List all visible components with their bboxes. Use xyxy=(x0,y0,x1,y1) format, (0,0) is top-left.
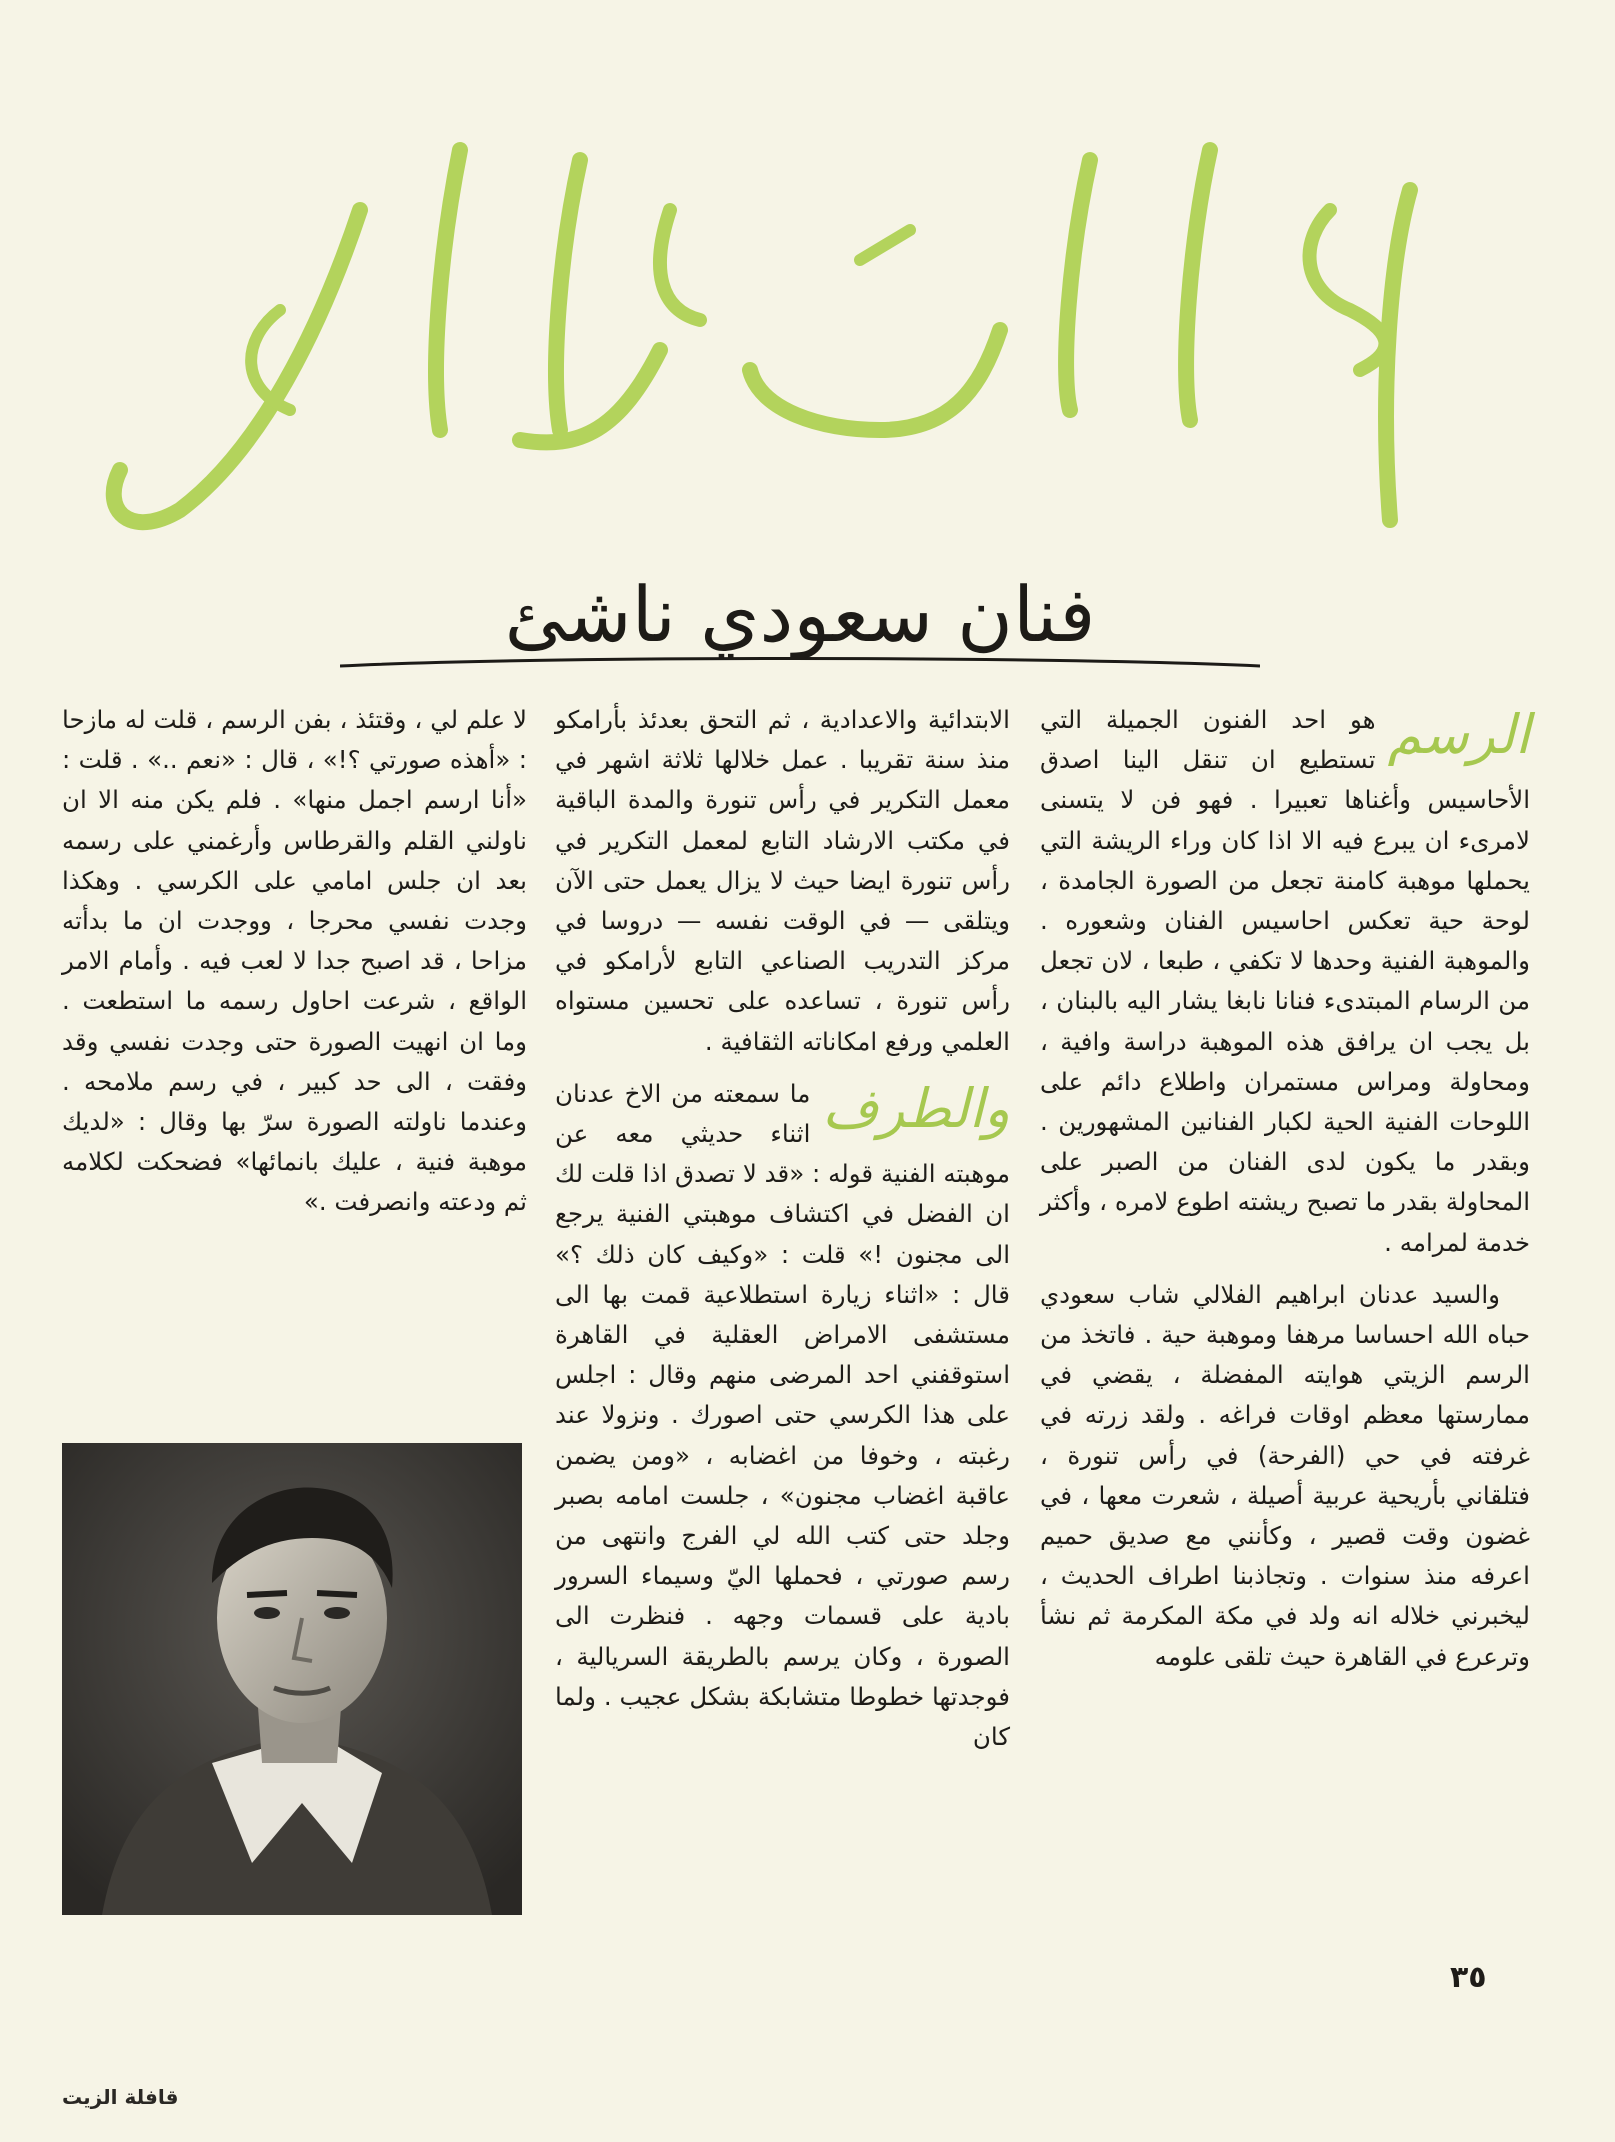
article-paragraph: والسيد عدنان ابراهيم الفلالي شاب سعودي حباه الله احساسا مرهفا وموهبة حية . فاتخذ من الرسم الزيتي هوايته المفضلة ، يقضي في ممارستها معظم اوقات فراغه . ولقد زرته في غرفته في حي (الفرحة) في رأس تنورة ، فتلقاني بأريحية عربية أصيلة ، شعرت معها ، في غضون وقت قصير ، وكأنني مع صديق حميم اعرفه منذ سنوات . وتجاذبنا اطراف الحديث ، ليخبرني خلاله انه ولد في مكة المكرمة ثم نشأ وترعرع في القاهرة حيث تلقى علومه xyxy=(1040,1279,1530,1671)
article-subtitle: فنان سعودي ناشئ xyxy=(504,570,1096,659)
portrait-photo-icon xyxy=(62,1443,522,1915)
paragraph-text: هو احد الفنون الجميلة التي تستطيع ان تنقل الينا اصدق الأحاسيس وأغناها تعبيرا . فهو فن لا يتسنى لامرىء ان يبرع فيه الا اذا كان وراء الريشة التي يحملها موهبة كامنة تجعل من الصورة الجامدة ، لوحة حية تعكس احاسيس الفنان وشعوره . والموهبة الفنية وحدها لا تكفي ، طبعا ، لان تجعل من الرسام المبتدىء فنانا نابغا يشار اليه بالبنان ، بل يجب ان يرافق هذه الموهبة دراسة وافية ، ومحاولة ومراس مستمران واطلاع دائم على اللوحات الفنية الحية لكبار الفنانين المشهورين . وبقدر ما يكون لدى الفنان من الصبر على المحاولة بقدر ما تصبح ريشته اطوع لامره ، وأكثر خدمة لمرامه . xyxy=(1040,705,1530,1257)
article-column-middle xyxy=(555,700,1010,1757)
paragraph-text: ما سمعته من الاخ عدنان اثناء حديثي معه عن موهبته الفنية قوله : «قد لا تصدق اذا قلت لك ان الفضل في اكتشاف موهبتي الفنية يرجع الى مجنون !» قلت : «وكيف كان ذلك ؟» قال : «اثناء زيارة استطلاعية قمت بها الى مستشفى الامراض العقلية في القاهرة استوقفني احد المرضى منهم وقال : اجلس على هذا الكرسي حتى اصورك . ونزولا عند رغبته ، وخوفا من اغضابه ، «ومن يضمن عاقبة اغضاب مجنون» ، جلست امامه بصبر وجلد حتى كتب الله لي الفرج وانتهى من رسم صورتي ، فحملها اليّ وسيماء السرور بادية على قسمات وجهه . فنظرت الى الصورة ، وكان يرسم بالطريقة السريالية ، فوجدتها خطوطا متشابكة بشكل عجيب . ولما كان xyxy=(555,1078,1010,1752)
lead-word: والطرف xyxy=(822,1076,1010,1140)
article-paragraph: لا علم لي ، وقتئذ ، بفن الرسم ، قلت له مازحا : «أهذه صورتي ؟!» ، قال : «نعم ..» . قلت : «أنا ارسم اجمل منها» . فلم يكن منه الا ان ناولني القلم والقرطاس وأرغمني على رسمه بعد ان جلس امامي على الكرسي . وهكذا وجدت نفسي محرجا ، ووجدت ان ما بدأته مزاحا ، قد اصبح جدا لا لعب فيه . وأمام الامر الواقع ، شرعت احاول رسمه ما استطعت . وما ان انهيت الصورة حتى وجدت نفسي وقد وفقت ، الى حد كبير ، في رسم ملامحه . وعندما ناولته الصورة سرّ بها وقال : «لديك موهبة فنية ، عليك بانمائها» فضحكت لكلامه ثم ودعته وانصرفت .» xyxy=(62,705,527,1217)
article-paragraph: الابتدائية والاعدادية ، ثم التحق بعدئذ بأرامكو منذ سنة تقريبا . عمل خلالها ثلاثة اشهر في معمل التكرير في رأس تنورة والمدة الباقية في مكتب الارشاد التابع لمعمل التكرير في رأس تنورة ايضا حيث لا يزال يعمل حتى الآن ويتلقى — في الوقت نفسه — دروسا في مركز التدريب الصناعي التابع لأرامكو في رأس تنورة ، تساعده على تحسين مستواه العلمي ورفع امكاناته الثقافية . xyxy=(555,705,1010,1056)
calligraphic-title xyxy=(60,90,1530,560)
lead-word: الرسم xyxy=(1387,703,1530,766)
article-column-right xyxy=(1040,700,1530,1677)
article-paragraph xyxy=(1040,700,1530,1263)
calligraphy-icon xyxy=(60,90,1530,560)
magazine-name: قافلة الزيت xyxy=(62,2085,179,2109)
article-column-left xyxy=(62,700,527,1223)
page-number: ٣٥ xyxy=(1450,1960,1487,1995)
article-paragraph xyxy=(555,1074,1010,1757)
portrait-photo xyxy=(62,1443,522,1915)
subtitle-underline-icon xyxy=(340,652,1260,674)
